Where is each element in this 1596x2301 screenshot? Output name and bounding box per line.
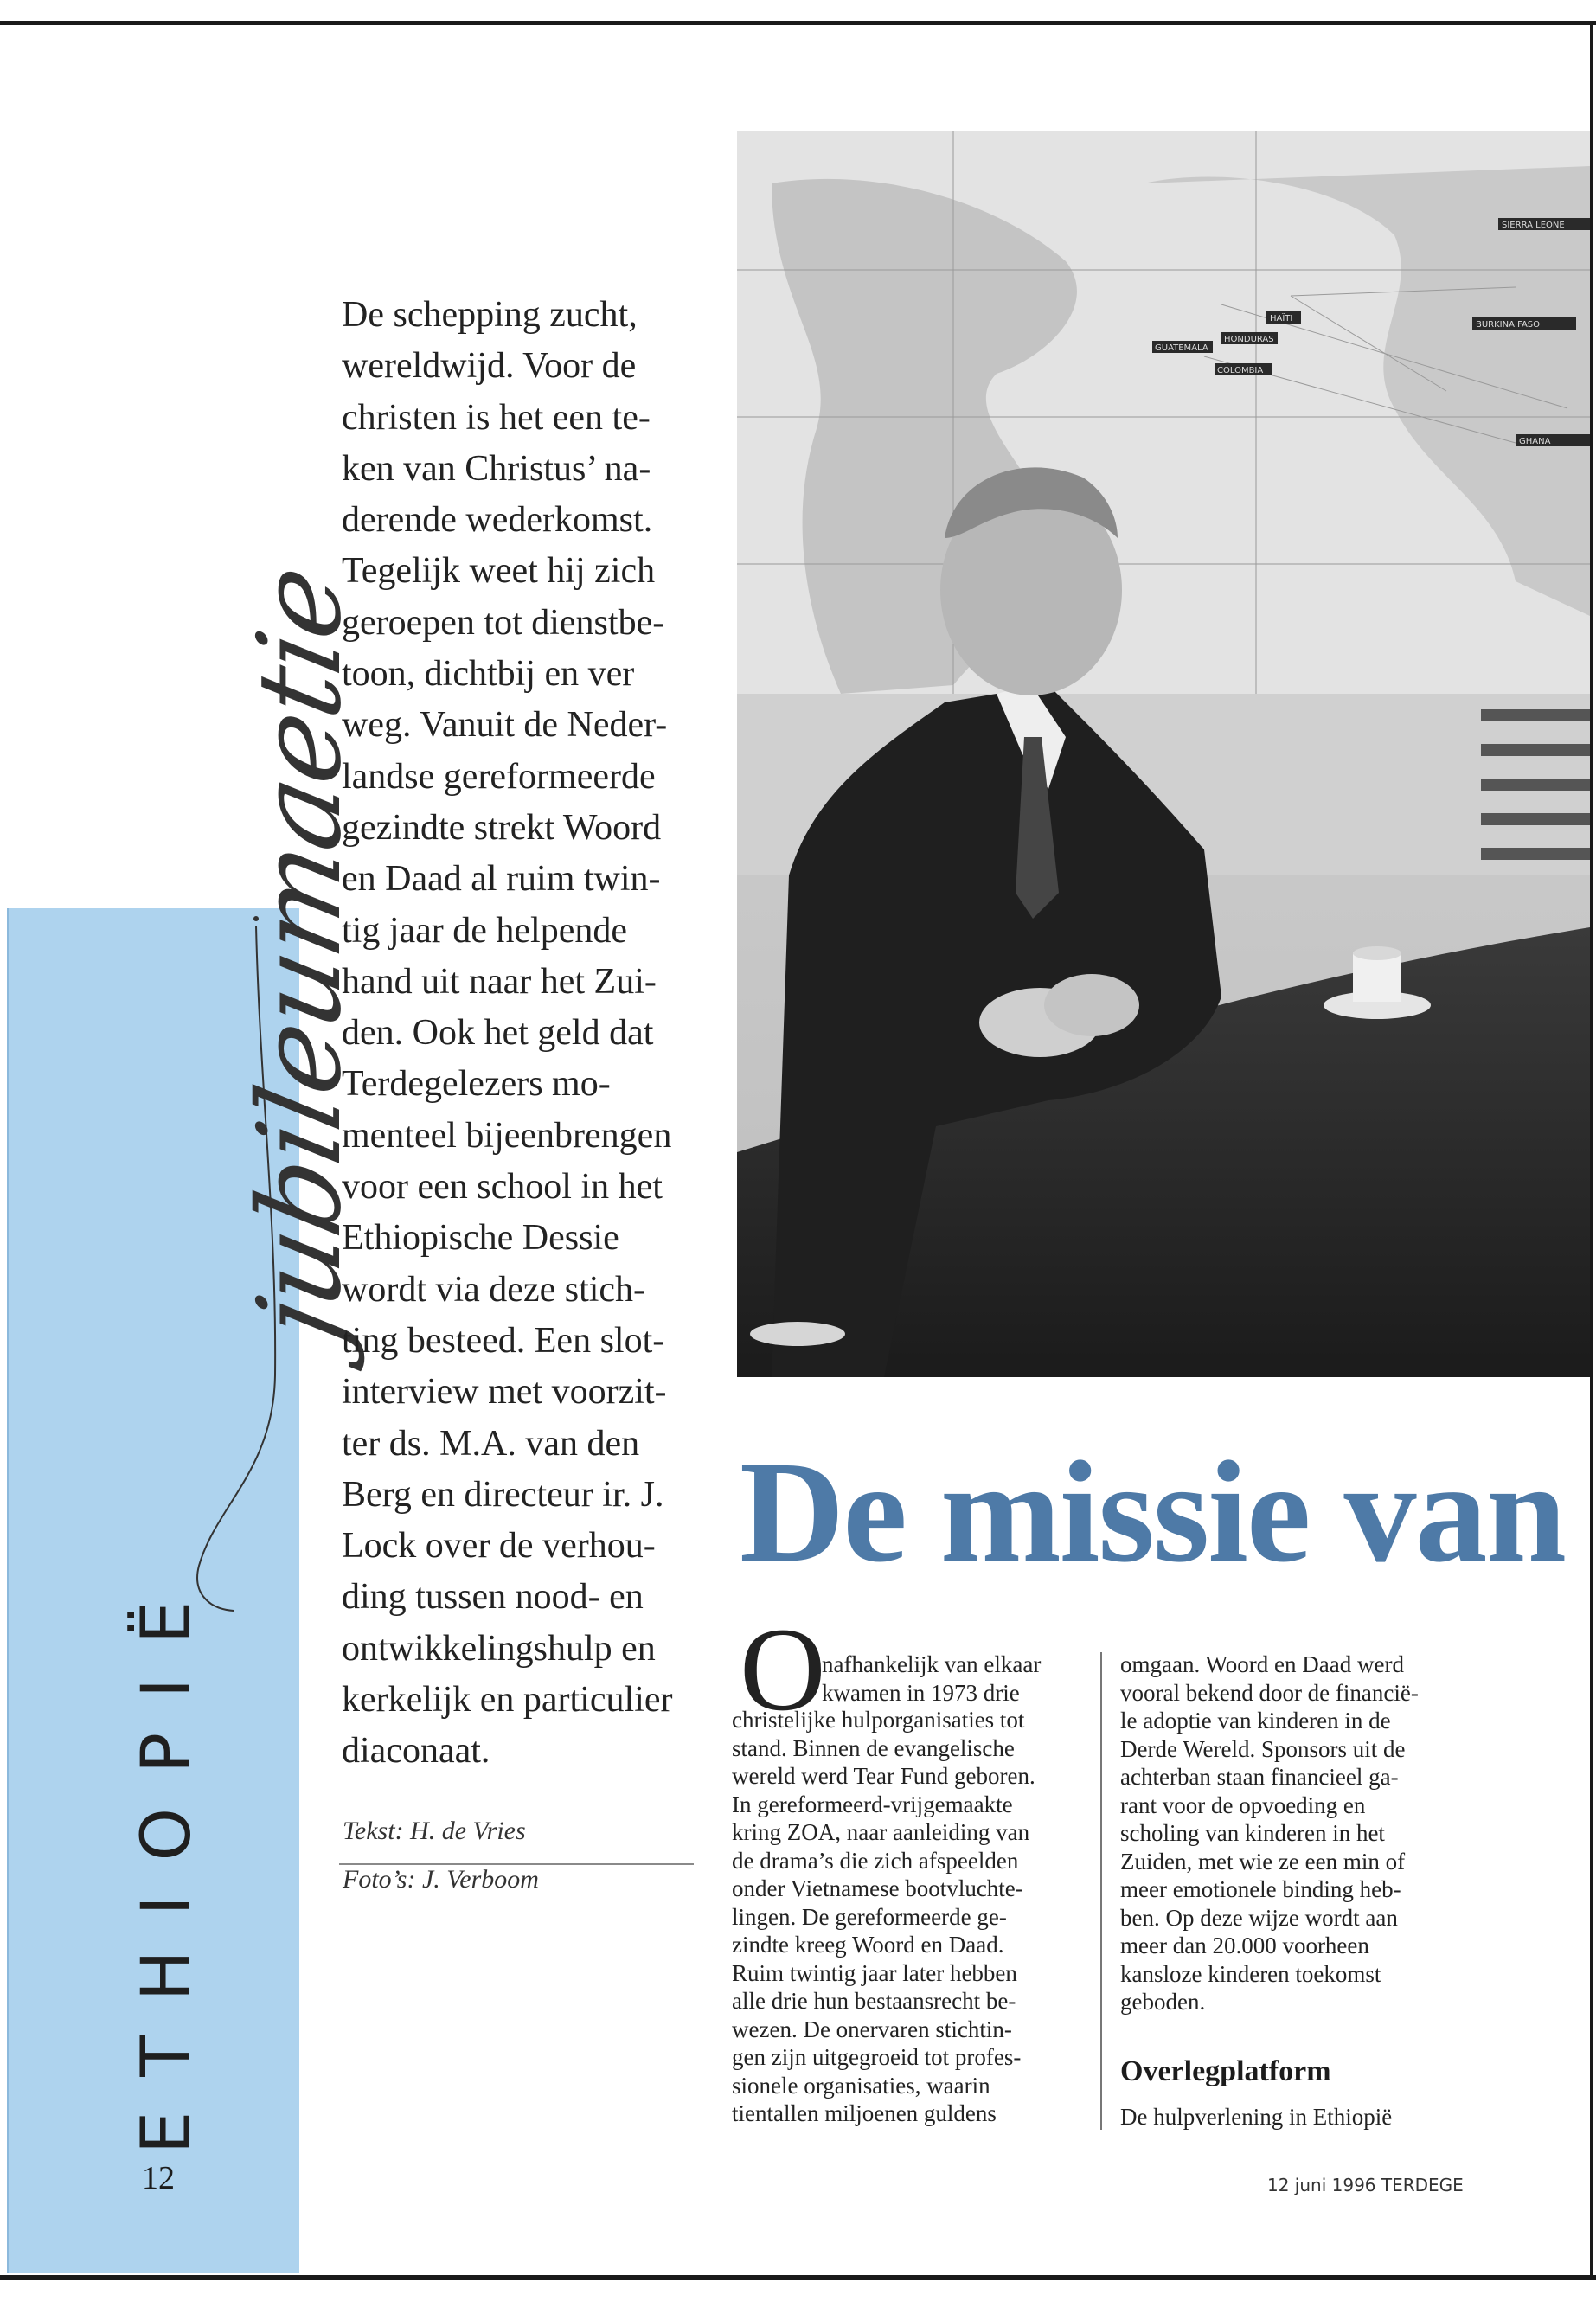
interview-photo: [737, 131, 1590, 1377]
page-footer: 12 juni 1996 TERDEGE: [1267, 2175, 1464, 2195]
credit-text: Tekst: H. de Vries: [343, 1817, 526, 1845]
bottom-rule: [0, 2275, 1596, 2280]
article-headline: De missie van: [740, 1432, 1565, 1593]
photo-illustration: [737, 131, 1590, 1377]
column-divider: [1100, 1652, 1102, 2130]
band-edge: [7, 908, 9, 2273]
article-column-2-continued: De hulpverlening in Ethiopië: [1120, 2104, 1393, 2130]
intro-text: De schepping zucht, wereldwijd. Voor de christen is het een te- ken van Christus’ na- derende wederkomst. Tegelijk weet hij zich geroepen tot dienstbe- toon, dichtbij en ver weg. Vanuit de Neder- landse gereformeerde gezindte strekt Woord en Daad al ruim twin- tig jaar de helpende hand uit naar het Zui- den. Ook het geld dat Terdegelezers mo- menteel bijeenbrengen voor een school in het Ethiopische Dessie wordt via deze stich- ting besteed. Een slot- interview met voorzit- ter ds. M.A. van den Berg en directeur ir. J. Lock over de verhou- ding tussen nood- en ontwikkelingshulp en kerkelijk en particulier diaconaat.: [342, 295, 673, 1772]
page-number: 12: [142, 2160, 175, 2196]
article-column-2: omgaan. Woord en Daad werd vooral bekend door de financië- le adoptie van kinderen in de Derde Wereld. Sponsors uit de achterban staan financieel ga- rant voor de opvoeding en scholing van kinderen in het Zuiden, met wie ze een min of meer emotionele binding heb- ben. Op deze wijze wordt aan meer dan 20.000 voorheen kansloze kinderen toekomst geboden.: [1120, 1651, 1419, 2015]
article-column-1-lead: nafhankelijk van elkaar kwamen in 1973 drie: [822, 1651, 1042, 1706]
map-label-guatemala: GUATEMALA: [1155, 343, 1208, 353]
section-script-title: jubileumaetie: [234, 555, 367, 1352]
map-label-ghana: GHANA: [1519, 437, 1551, 446]
article-subhead: Overlegplatform: [1120, 2055, 1331, 2087]
section-title: [128, 2050, 189, 2154]
map-label-burkina-faso: BURKINA FASO: [1476, 320, 1541, 330]
map-label-haiti: HAÏTI: [1270, 314, 1293, 324]
map-label-colombia: COLOMBIA: [1217, 366, 1264, 375]
map-label-sierra-leone: SIERRA LEONE: [1502, 221, 1565, 230]
drop-cap: O: [740, 1603, 826, 1735]
map-label-honduras: HONDURAS: [1224, 335, 1274, 344]
article-column-1: christelijke hulporganisaties tot stand. Binnen de evangelische wereld werd Tear Fund geboren. In gereformeerd-vrijgemaakte kring ZOA, naar aanleiding van de drama’s die zich afspeelden onder Vietnamese bootvluchte- lingen. De gereformeerde ge- zindte kreeg Woord en Daad. Ruim twintig jaar later hebben alle drie hun bestaansrecht be- wezen. De onervaren stichtin- gen zijn uitgegroeid tot profes- sionele organisaties, waarin tientallen miljoenen guldens: [732, 1707, 1035, 2126]
top-rule: [0, 21, 1596, 25]
right-rule: [1590, 21, 1593, 2280]
credit-photo: Foto’s: J. Verboom: [343, 1865, 539, 1894]
